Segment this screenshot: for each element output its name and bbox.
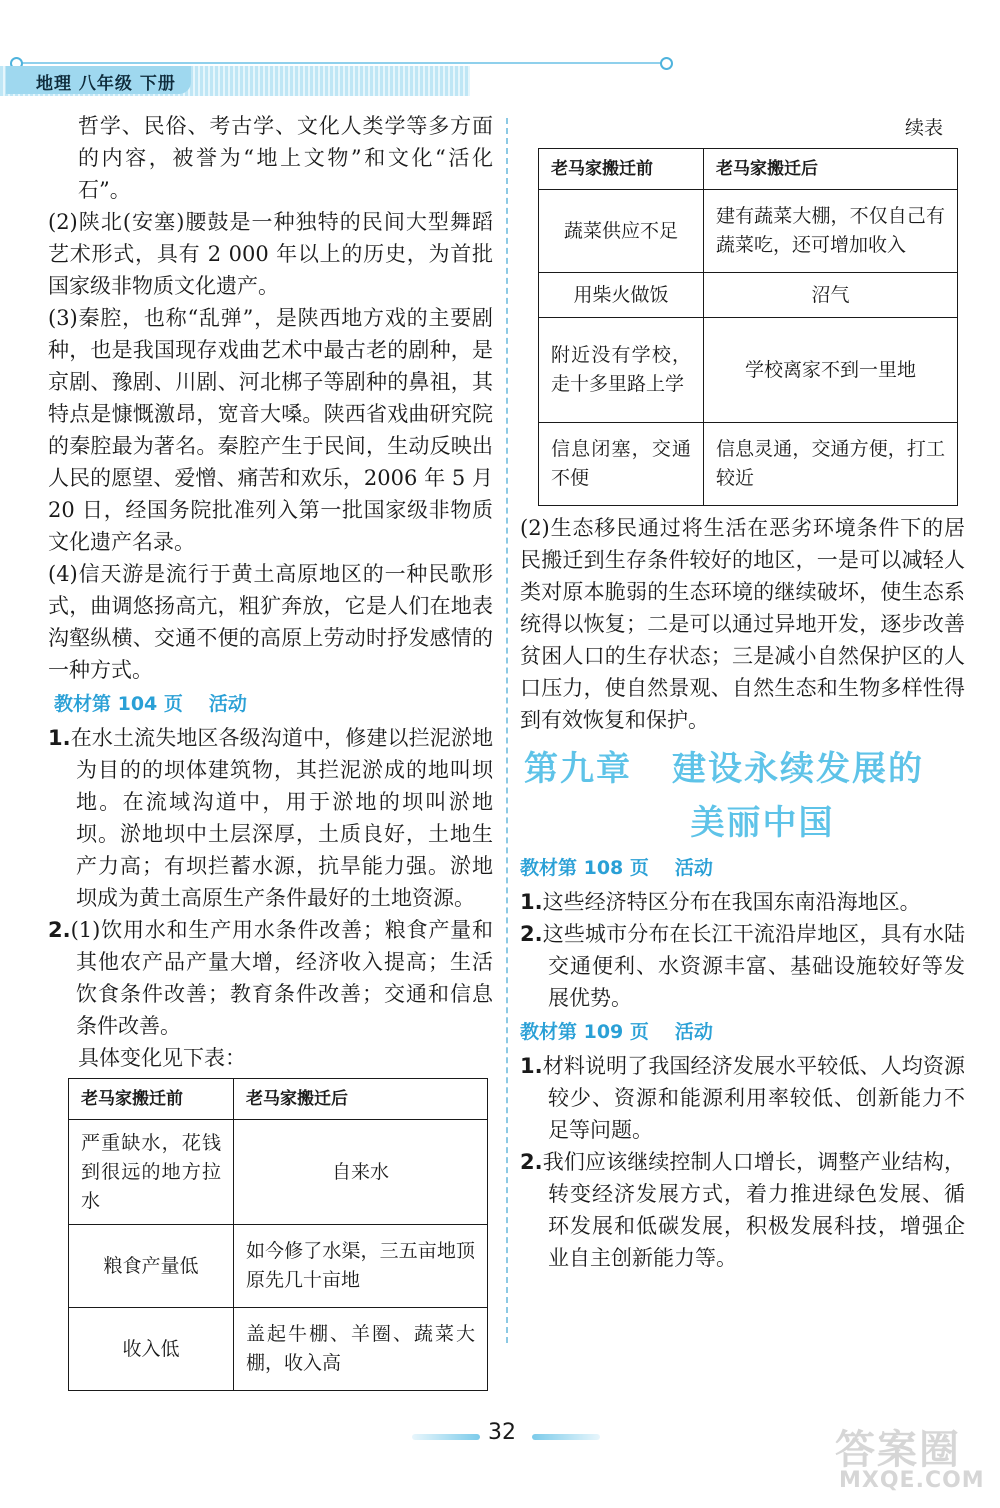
table-cell-before: 收入低	[69, 1308, 234, 1391]
table-cell-after: 沼气	[704, 273, 958, 318]
paragraph-ansai-drum: (2)陕北(安塞)腰鼓是一种独特的民间大型舞蹈艺术形式，具有 2 000 年以上的历史，为首批国家级非物质文化遗产。	[48, 210, 493, 298]
paragraph-folk-culture: 哲学、民俗、考古学、文化人类学等多方面的内容，被誉为“地上文物”和文化“活化石”。	[78, 114, 493, 202]
table-header-row	[69, 1079, 488, 1120]
table-row	[69, 1120, 488, 1225]
section-heading-108	[520, 852, 965, 884]
left-column	[48, 110, 493, 1397]
section-page-label: 教材第 109 页	[520, 1021, 649, 1043]
answer-number: 2.	[520, 922, 543, 946]
answer-number: 2.	[48, 918, 71, 942]
page-header	[0, 0, 1000, 110]
watermark-logo: 答案圈	[835, 1427, 961, 1473]
section-activity-label: 活动	[674, 1021, 713, 1043]
chapter-title-line1: 建设永续发展的	[672, 749, 924, 789]
section-page-label: 教材第 104 页	[54, 693, 183, 715]
table-header-before: 老马家搬迁前	[69, 1079, 234, 1120]
answer-number: 1.	[520, 890, 543, 914]
table-row	[69, 1225, 488, 1308]
watermark-url: MXQE.COM	[839, 1468, 985, 1493]
answer-number: 2.	[520, 1150, 543, 1174]
book-title: 地理 八年级 下册	[36, 74, 176, 94]
paragraph-qinqiang: (3)秦腔，也称“乱弹”，是陕西地方戏的主要剧种，也是我国现存戏曲艺术中最古老的剧种，是京剧、豫剧、川剧、河北梆子等剧种的鼻祖，其特点是慷慨激昂，宽音大嗓。陕西省戏曲研究院的秦腔最为著名。秦腔产生于民间，生动反映出人民的愿望、爱憎、痛苦和欢乐，2006 年 5 月 20 日，经国务院批准列入第一批国家级非物质文化遗产名录。	[48, 306, 493, 554]
section-activity-label: 活动	[674, 857, 713, 879]
answer-text: 这些经济特区分布在我国东南沿海地区。	[542, 890, 921, 914]
page-number-ornament-right	[532, 1434, 600, 1440]
table-row	[539, 273, 958, 318]
table-intro: 具体变化见下表：	[78, 1046, 246, 1070]
section-activity-label: 活动	[208, 693, 247, 715]
page-number-ornament-left	[412, 1434, 480, 1440]
chapter-title-line2: 美丽中国	[690, 803, 835, 843]
table-row	[69, 1308, 488, 1391]
table-continued-label: 续表	[904, 117, 943, 139]
relocation-table-part2	[538, 148, 958, 506]
column-divider	[506, 118, 508, 1343]
table-cell-before: 用柴火做饭	[539, 273, 704, 318]
paragraph-xintianyou: (4)信天游是流行于黄土高原地区的一种民歌形式，曲调悠扬高亢，粗犷奔放，它是人们在地表沟壑纵横、交通不便的高原上劳动时抒发感情的一种方式。	[48, 562, 493, 682]
answer-item-1	[48, 722, 493, 914]
table-cell-after: 自来水	[234, 1120, 488, 1225]
table-cell-after: 建有蔬菜大棚，不仅自己有蔬菜吃，还可增加收入	[704, 190, 958, 273]
answer-item-2	[520, 918, 965, 1014]
answer-text: 我们应该继续控制人口增长，调整产业结构，转变经济发展方式，着力推进绿色发展、循环发展和低碳发展，积极发展科技，增强企业自主创新能力等。	[542, 1150, 965, 1270]
table-header-after: 老马家搬迁后	[234, 1079, 488, 1120]
table-header-after: 老马家搬迁后	[704, 149, 958, 190]
table-cell-after: 信息灵通，交通方便，打工较近	[704, 423, 958, 506]
table-cell-before: 信息闭塞，交通不便	[539, 423, 704, 506]
relocation-table-part1	[68, 1078, 488, 1391]
section-heading-104	[54, 688, 493, 720]
answer-number: 1.	[520, 1054, 543, 1078]
page-number: 32	[488, 1420, 516, 1445]
header-rule	[18, 62, 666, 64]
answer-text: 这些城市分布在长江干流沿岸地区，具有水陆交通便利、水资源丰富、基础设施较好等发展优势。	[542, 922, 965, 1010]
chapter-number: 第九章	[524, 749, 632, 789]
right-column	[520, 110, 965, 1274]
table-row	[539, 423, 958, 506]
answer-text: 材料说明了我国经济发展水平较低、人均资源较少、资源和能源利用率较低、创新能力不足等问题。	[542, 1054, 965, 1142]
answer-number: 1.	[48, 726, 71, 750]
table-cell-after: 盖起牛棚、羊圈、蔬菜大棚，收入高	[234, 1308, 488, 1391]
table-header-row	[539, 149, 958, 190]
table-header-before: 老马家搬迁前	[539, 149, 704, 190]
table-row	[539, 190, 958, 273]
header-dot-right	[660, 57, 673, 70]
answer-item-2	[520, 1146, 965, 1274]
table-cell-after: 学校离家不到一里地	[704, 318, 958, 423]
table-cell-before: 蔬菜供应不足	[539, 190, 704, 273]
table-cell-before: 严重缺水，花钱到很远的地方拉水	[69, 1120, 234, 1225]
answer-text: 在水土流失地区各级沟道中，修建以拦泥淤地为目的的坝体建筑物，其拦泥淤成的地叫坝地。在流域沟道中，用于淤地的坝叫淤地坝。淤地坝中土层深厚，土质良好，土地生产力高；有坝拦蓄水源，抗旱能力强。淤地坝成为黄土高原生产条件最好的土地资源。	[70, 726, 493, 910]
table-cell-before: 附近没有学校，走十多里路上学	[539, 318, 704, 423]
table-cell-before: 粮食产量低	[69, 1225, 234, 1308]
answer-item-1	[520, 886, 965, 918]
table-row	[539, 318, 958, 423]
chapter-heading	[520, 742, 965, 850]
paragraph-eco-migration: (2)生态移民通过将生活在恶劣环境条件下的居民搬迁到生存条件较好的地区，一是可以减轻人类对原本脆弱的生态环境的继续破坏，使生态系统得以恢复；二是可以通过异地开发，逐步改善贫困人口的生存状态；三是减小自然保护区的人口压力，使自然景观、自然生态和生物多样性得到有效恢复和保护。	[520, 516, 965, 732]
answer-item-2	[48, 914, 493, 1042]
table-cell-after: 如今修了水渠，三五亩地顶原先几十亩地	[234, 1225, 488, 1308]
answer-text: (1)饮用水和生产用水条件改善；粮食产量和其他农产品产量大增，经济收入提高；生活饮食条件改善；教育条件改善；交通和信息条件改善。	[70, 918, 493, 1038]
watermark	[835, 1418, 985, 1496]
section-page-label: 教材第 108 页	[520, 857, 649, 879]
section-heading-109	[520, 1016, 965, 1048]
answer-item-1	[520, 1050, 965, 1146]
